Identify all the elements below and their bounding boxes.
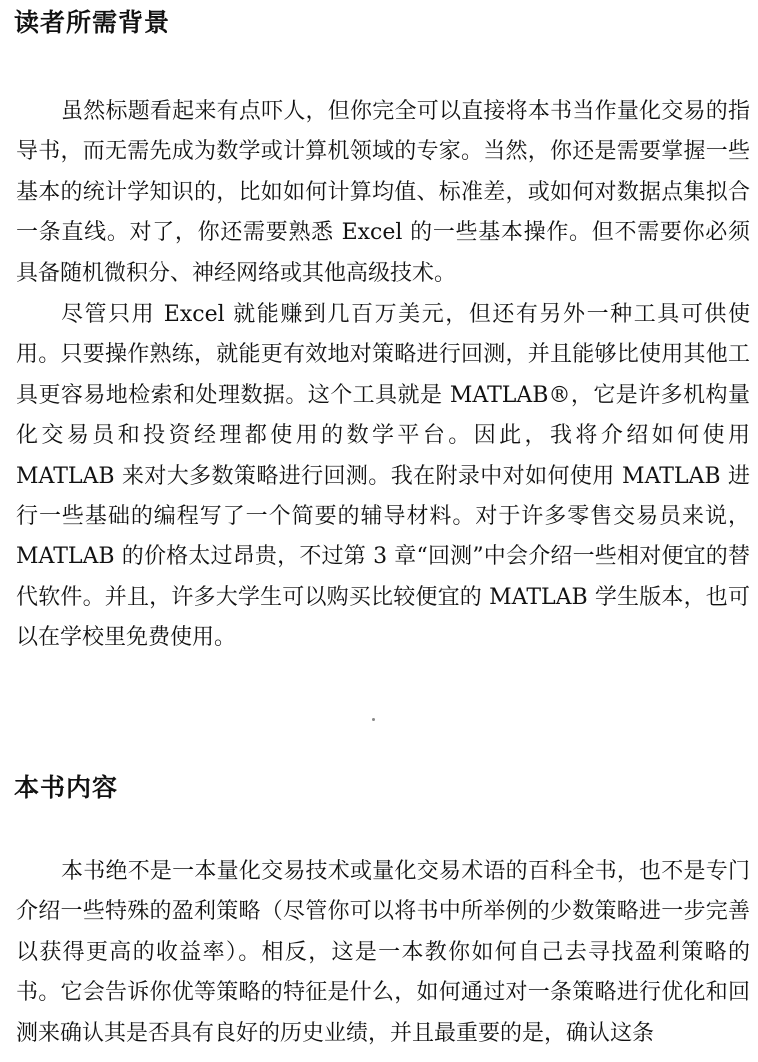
scan-speck	[372, 718, 375, 721]
paragraph-background-1: 虽然标题看起来有点吓人，但你完全可以直接将本书当作量化交易的指导书，而无需先成为数学或计算机领域的专家。当然，你还是需要掌握一些基本的统计学知识的，比如如何计算均值、标准差，或如何对数据点集拟合一条直线。对了，你还需要熟悉 Excel 的一些基本操作。但不需要你必须具备随机微积分、神经网络或其他高级技术。	[16, 99, 750, 286]
paragraph-content-1: 本书绝不是一本量化交易技术或量化交易术语的百科全书，也不是专门介绍一些特殊的盈利策略（尽管你可以将书中所举例的少数策略进一步完善以获得更高的收益率）。相反，这是一本教你如何自己去寻找盈利策略的书。它会告诉你优等策略的特征是什么，如何通过对一条策略进行优化和回测来确认其是否具有良好的历史业绩，并且最重要的是，确认这条	[16, 859, 750, 1046]
paragraph-background-2: 尽管只用 Excel 就能赚到几百万美元，但还有另外一种工具可供使用。只要操作熟练，就能更有效地对策略进行回测，并且能够比使用其他工具更容易地检索和处理数据。这个工具就是 MATLAB®，它是许多机构量化交易员和投资经理都使用的数学平台。因此，我将介绍如何使用 MATLAB 来对大多数策略进行回测。我在附录中对如何使用 MATLAB 进行一些基础的编程写了一个简要的辅导材料。对于许多零售交易员来说，MATLAB 的价格太过昂贵，不过第 3 章“回测”中会介绍一些相对便宜的替代软件。并且，许多大学生可以购买比较便宜的 MATLAB 学生版本，也可以在学校里免费使用。	[16, 302, 750, 651]
section-heading-book-content: 本书内容	[14, 773, 119, 802]
section-heading-reader-background: 读者所需背景	[14, 8, 171, 37]
